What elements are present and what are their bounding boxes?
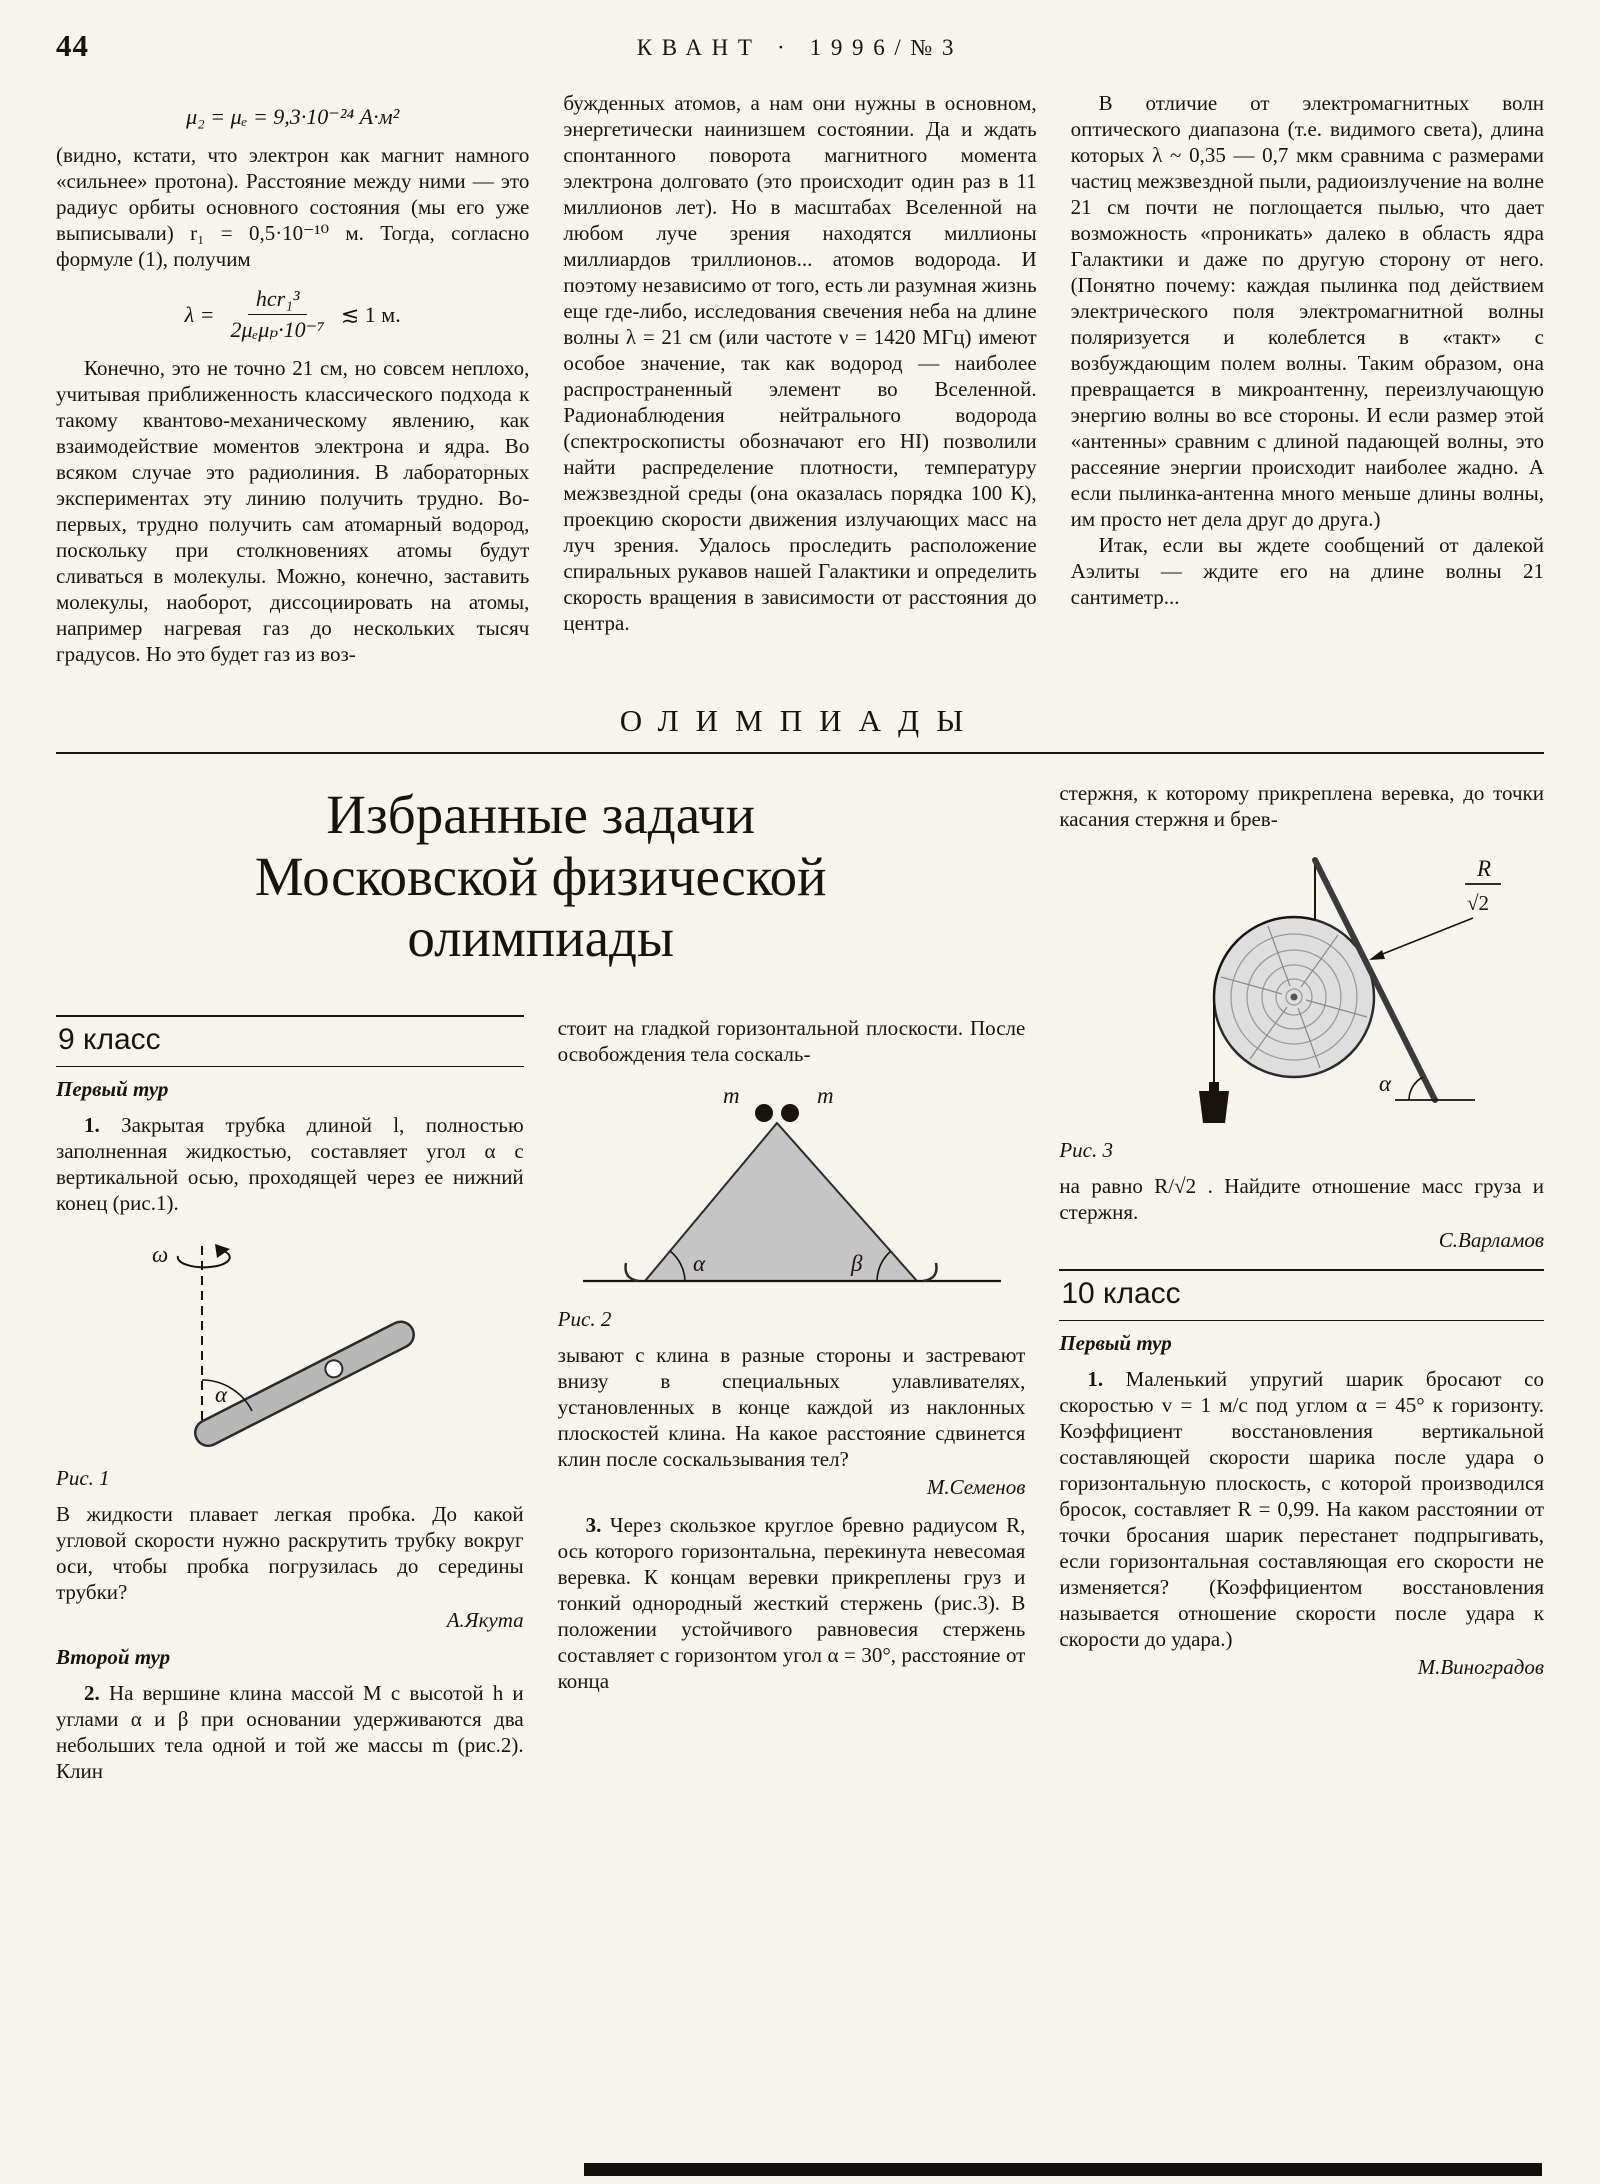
figure-2 [558, 1081, 1026, 1303]
omega-label: ω [152, 1241, 169, 1267]
mass-left-label: m [722, 1082, 740, 1108]
ball-left [755, 1104, 773, 1122]
fraction-numerator: hcr₁³ [248, 286, 308, 315]
problem-text: Маленький упругий шарик бросают со скоростью v = 1 м/с под углом α = 45° к горизонту. Коэффициент восстановления вертикальной составляющей скорости шарика после удара о горизонтальную плоскость, с которой производился бросок, составляет R = 0,99. На каком расстоянии от точки бросания шарик перестанет подпрыгивать, если горизонтальная составляющая его скорости не изменяется? (Коэффициентом восстановления называется отношение скорости после удара к скорости до удара.) [1059, 1367, 1544, 1651]
figure-1-tube-diagram [112, 1230, 432, 1462]
problem-number: 2. [84, 1680, 100, 1705]
olympiad-body [56, 780, 1544, 1784]
author-name: М.Семенов [926, 1474, 1026, 1499]
journal-title: КВАНТ · 1996/№3 [636, 35, 964, 60]
mass-right-label: m [816, 1082, 834, 1108]
article-column-1 [56, 90, 529, 667]
tour-label: Первый тур [56, 1076, 169, 1101]
problem-number: 1. [84, 1112, 100, 1137]
problem-text: Закрытая трубка длиной l, полностью заполненная жидкостью, составляет угол α с вертикальной осью, проходящей через ее нижний конец (рис.1). [56, 1112, 524, 1215]
distance-label [1369, 856, 1501, 960]
body-paragraph: Итак, если вы ждете сообщений от далекой Аэлиты — ждите его на длине волны 21 сантиметр... [1070, 533, 1544, 609]
fraction [222, 286, 332, 343]
olympiad-column-1 [56, 1015, 524, 1784]
body-paragraph: (видно, кстати, что электрон как магнит намного «сильнее» протона). Расстояние между ними — это радиус орбиты основного состояния (мы его уже выписывали) r₁ = 0,5·10⁻¹⁰ м. Тогда, согласно формуле (1), получим [56, 143, 530, 271]
formula-rhs: ≲ 1 м. [340, 301, 401, 327]
figure-2-wedge-diagram [577, 1081, 1007, 1303]
grade10-heading: 10 класс [1059, 1269, 1544, 1321]
title-line: Избранные задачи [326, 784, 756, 845]
next-page-edge-bar [584, 2163, 1542, 2176]
distance-arrow [1375, 918, 1473, 957]
problem-paragraph: В жидкости плавает легкая пробка. До какой угловой скорости нужно раскрутить трубку вокруг оси, чтобы пробка погрузилась до середины трубки? [56, 1501, 524, 1604]
formula-text: μ₂ = μₑ = 9,3·10⁻²⁴ А·м² [186, 104, 400, 129]
figure-1-caption: Рис. 1 [56, 1465, 110, 1490]
problem-paragraph [558, 1512, 1026, 1694]
problem-paragraph: зывают с клина в разные стороны и застревают внизу в специальных улавливателях, установленных в конце каждой из наклонных плоскостей клина. На какое расстояние сдвинется клин после соскальзывания тел? [557, 1342, 1026, 1471]
weight [1199, 1082, 1229, 1123]
wedge [645, 1123, 917, 1281]
alpha-label: α [215, 1381, 228, 1407]
ball-right [781, 1104, 799, 1122]
olympiads-section-heading: ОЛИМПИАДЫ [56, 703, 1544, 754]
alpha-label: α [1379, 1071, 1392, 1096]
alpha-label: α [692, 1250, 705, 1276]
grade9-heading: 9 класс [56, 1015, 524, 1067]
author-name: С.Варламов [1438, 1228, 1544, 1252]
page-number: 44 [56, 28, 89, 63]
problem-text: На вершине клина массой M с высотой h и углами α и β при основании удерживаются два небольших тела одной и той же массы m (рис.2). Клин [56, 1680, 524, 1783]
problem-paragraph [1059, 1366, 1544, 1652]
formula-lhs: λ = [184, 301, 215, 327]
fraction-denominator: 2μₑμₚ·10⁻⁷ [230, 317, 325, 342]
formula-magnetic-moment [56, 104, 529, 130]
author-name: А.Якута [446, 1607, 524, 1632]
problem-paragraph: на равно R/√2 . Найдите отношение масс груза и стержня. [1059, 1174, 1544, 1224]
body-paragraph: В отличие от электромагнитных волн оптического диапазона (т.е. видимого света), длина которых λ ~ 0,35 — 0,7 мкм сравнима с размерами частиц межзвездной пыли, радиоизлучение на волне 21 см почти не поглощается пылью, что дает возможность «проникать» далеко в область ядра Галактики и даже по другую сторону от него. (Понятно почему: каждая пылинка под действием электрического поля электромагнитной волны поляризуется и колеблется в «такт» с возбуждающим полем волны. Таким образом, она превращается в микроантенну, переизлучающую энергию волны во все стороны. И если размер этой «антенны» сравним с длиной падающей волны, это рассеяние энергии происходит наиболее жадно. А если пылинка-антенна много меньше длины волны, им просто нет дела друг до друга.) [1070, 91, 1544, 531]
article-column-3 [1071, 90, 1544, 667]
article-title [56, 784, 1025, 969]
problem-paragraph [56, 1680, 524, 1784]
catcher-right [923, 1263, 936, 1281]
problem-paragraph: стоит на гладкой горизонтальной плоскости. После освобождения тела соскаль- [557, 1015, 1026, 1066]
problem-paragraph: стержня, к которому прикреплена веревка, до точки касания стержня и брев- [1059, 781, 1544, 831]
distance-arrowhead [1369, 950, 1385, 960]
tour-label: Первый тур [1059, 1331, 1172, 1355]
problem-number: 1. [1087, 1367, 1104, 1391]
problem-number: 3. [585, 1512, 602, 1537]
catcher-left [625, 1263, 638, 1281]
rotation-arrowhead [215, 1244, 230, 1258]
formula-lambda [56, 286, 529, 343]
body-paragraph: Конечно, это не точно 21 см, но совсем неплохо, учитывая приближенность классического подхода к такому квантово-механическому явлению, как взаимодействие моментов электрона и ядра. Во всяком случае это радиолиния. В лабораторных экспериментах эту линию получить трудно. Во-первых, трудно получить сам атомарный водород, поскольку при столкновениях атомы будут сливаться в молекулы. Можно, конечно, заставить молекулы, наоборот, диссоциировать на атомы, например нагревая газ до нескольких тысяч градусов. Но это будет газ из воз- [56, 356, 530, 666]
olympiad-column-2 [558, 1015, 1026, 1784]
figure-1 [112, 1230, 524, 1462]
olympiad-left [56, 780, 1025, 1784]
tour-label: Второй тур [56, 1644, 171, 1669]
problem-paragraph [56, 1112, 524, 1216]
figure-3 [1129, 842, 1534, 1134]
olympiad-column-3 [1059, 780, 1544, 1784]
figure-2-caption: Рис. 2 [557, 1306, 612, 1331]
angle-arc [1409, 1077, 1423, 1100]
author-name: М.Виноградов [1417, 1655, 1544, 1679]
title-line: олимпиады [407, 907, 674, 969]
beta-label: β [850, 1250, 862, 1276]
article-column-2 [563, 90, 1036, 667]
problem-text: Через скользкое круглое бревно радиусом R, ось которого горизонтальна, перекинута невесомая веревка. К концам веревки прикреплены груз и тонкий однородный жесткий стержень (рис.3). В положении устойчивого равновесия стержень составляет с горизонтом угол α = 30°, расстояние от конца [557, 1512, 1026, 1693]
body-paragraph: бужденных атомов, а нам они нужны в основном, энергетически наинизшем состоянии. Да и ждать спонтанного поворота магнитного момента электрона долговато (это происходит один раз в 11 миллионов лет). Но в масштабах Вселенной на любом луче зрения находятся миллионы миллиардов триллионов... атомов водорода. И поэтому независимо от того, есть ли разумная жизнь еще где-либо, исследования свечения неба на длине волны λ = 21 см (или частоте ν = 1420 МГц) имеют особое значение, так как водород — наиболее распространенный элемент во Вселенной. Радионаблюдения нейтрального водорода (спектроскописты обозначают его HI) позволили найти распределение плотности, температуру межзвездной среды (она оказалась порядка 100 К), проекцию скорости движения излучающих масс на луч зрения. Удалось проследить расположение спиральных рукавов нашей Галактики и определить скорость вращения в зависимости от расстояния до центра. [563, 91, 1037, 635]
article-top [56, 90, 1544, 667]
page-header [56, 28, 1544, 76]
distance-denominator: √2 [1467, 891, 1490, 915]
title-line: Московской физической [254, 845, 827, 907]
figure-3-log-diagram [1129, 842, 1529, 1134]
distance-numerator: R [1477, 856, 1492, 881]
figure-3-caption: Рис. 3 [1059, 1138, 1113, 1162]
